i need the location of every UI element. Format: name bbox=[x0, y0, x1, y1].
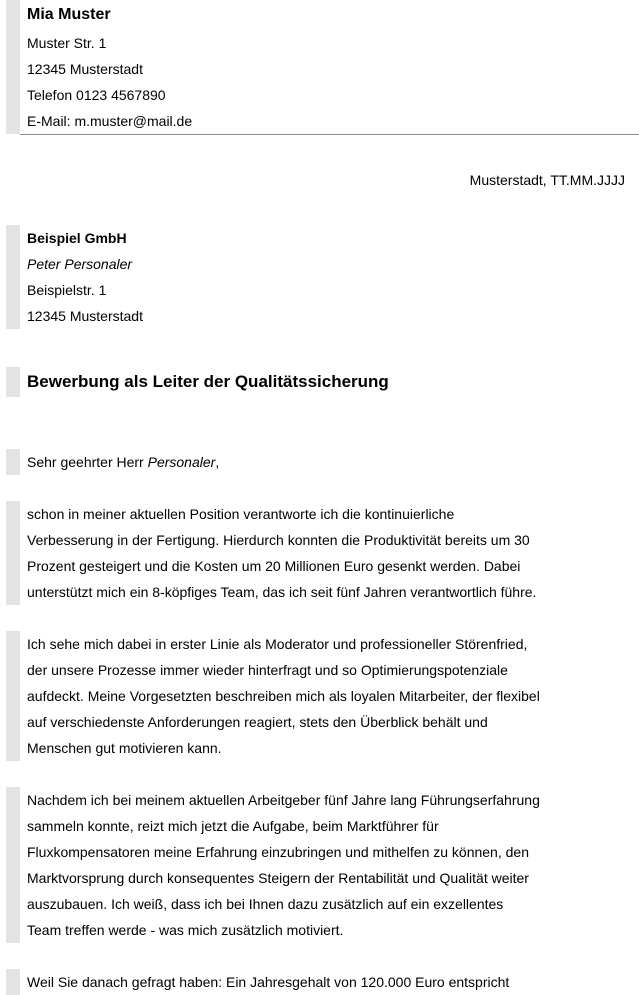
salutation-recipient-name: Personaler bbox=[147, 454, 216, 470]
spacer bbox=[0, 943, 639, 969]
subject-block bbox=[0, 367, 639, 397]
spacer bbox=[0, 329, 639, 367]
paragraph-line: Weil Sie danach gefragt haben: Ein Jahresgehalt von 120.000 Euro entspricht bbox=[27, 974, 510, 990]
subject-line: Bewerbung als Leiter der Qualitätssicherung bbox=[27, 372, 389, 391]
spacer bbox=[0, 605, 639, 631]
spacer bbox=[0, 761, 639, 787]
body-paragraph bbox=[0, 631, 639, 761]
paragraph-text bbox=[27, 501, 639, 605]
paragraph-line: aufdeckt. Meine Vorgesetzten beschreiben mich als loyalen Mitarbeiter, der flexibel bbox=[27, 688, 540, 704]
paragraph-text bbox=[27, 787, 639, 943]
spacer bbox=[0, 397, 639, 449]
salutation-prefix: Sehr geehrter Herr bbox=[27, 454, 148, 470]
paragraph-line: auszubauen. Ich weiß, dass ich bei Ihnen dazu zusätzlich auf ein exzellentes bbox=[27, 896, 504, 912]
paragraph-line: Prozent gesteigert und die Kosten um 20 Millionen Euro gesenkt werden. Dabei bbox=[27, 558, 521, 574]
body-paragraph bbox=[0, 787, 639, 943]
paragraph-line: Verbesserung in der Fertigung. Hierdurch konnten die Produktivität bereits um 30 bbox=[27, 532, 530, 548]
spacer bbox=[0, 475, 639, 501]
paragraph-line: auf verschiedenste Anforderungen reagiert, stets den Überblick behält und bbox=[27, 714, 488, 730]
date-line: Musterstadt, TT.MM.JJJJ bbox=[469, 172, 625, 188]
paragraph-line: der unsere Prozesse immer wieder hinterfragt und so Optimierungspotenziale bbox=[27, 662, 508, 678]
sender-street: Muster Str. 1 bbox=[27, 35, 107, 51]
sender-email: E-Mail: m.muster@mail.de bbox=[27, 113, 193, 129]
paragraph-text bbox=[27, 969, 639, 995]
sender-city: 12345 Musterstadt bbox=[27, 61, 143, 77]
paragraph-line: schon in meiner aktuellen Position verantworte ich die kontinuierliche bbox=[27, 506, 455, 522]
paragraph-line: Team treffen werde - was mich zusätzlich motiviert. bbox=[27, 922, 344, 938]
salutation-block bbox=[0, 449, 639, 475]
body-paragraph bbox=[0, 969, 639, 995]
paragraph-line: Fluxkompensatoren meine Erfahrung einzubringen und mithelfen zu können, den bbox=[27, 844, 529, 860]
salutation-suffix: , bbox=[215, 454, 220, 470]
salutation-line bbox=[27, 449, 639, 475]
spacer bbox=[0, 135, 639, 167]
sender-block bbox=[0, 0, 639, 134]
recipient-block bbox=[0, 225, 639, 329]
sender-phone: Telefon 0123 4567890 bbox=[27, 87, 166, 103]
spacer bbox=[0, 193, 639, 225]
paragraph-line: sammeln konnte, reizt mich jetzt die Aufgabe, beim Marktführer für bbox=[27, 818, 439, 834]
sender-name: Mia Muster bbox=[27, 6, 111, 23]
paragraph-line: Ich sehe mich dabei in erster Linie als Moderator und professioneller Störenfried, bbox=[27, 636, 528, 652]
paragraph-line: Nachdem ich bei meinem aktuellen Arbeitgeber fünf Jahre lang Führungserfahrung bbox=[27, 792, 540, 808]
recipient-company: Beispiel GmbH bbox=[27, 230, 127, 246]
paragraph-text bbox=[27, 631, 639, 761]
recipient-contact: Peter Personaler bbox=[27, 256, 133, 272]
body-paragraph bbox=[0, 501, 639, 605]
paragraph-line: Marktvorsprung durch konsequentes Steigern der Rentabilität und Qualität weiter bbox=[27, 870, 529, 886]
recipient-street: Beispielstr. 1 bbox=[27, 282, 107, 298]
paragraph-line: unterstützt mich ein 8-köpfiges Team, das ich seit fünf Jahren verantwortlich führe. bbox=[27, 584, 537, 600]
paragraph-line: Menschen gut motivieren kann. bbox=[27, 740, 222, 756]
recipient-city: 12345 Musterstadt bbox=[27, 308, 143, 324]
date-block bbox=[0, 167, 639, 193]
